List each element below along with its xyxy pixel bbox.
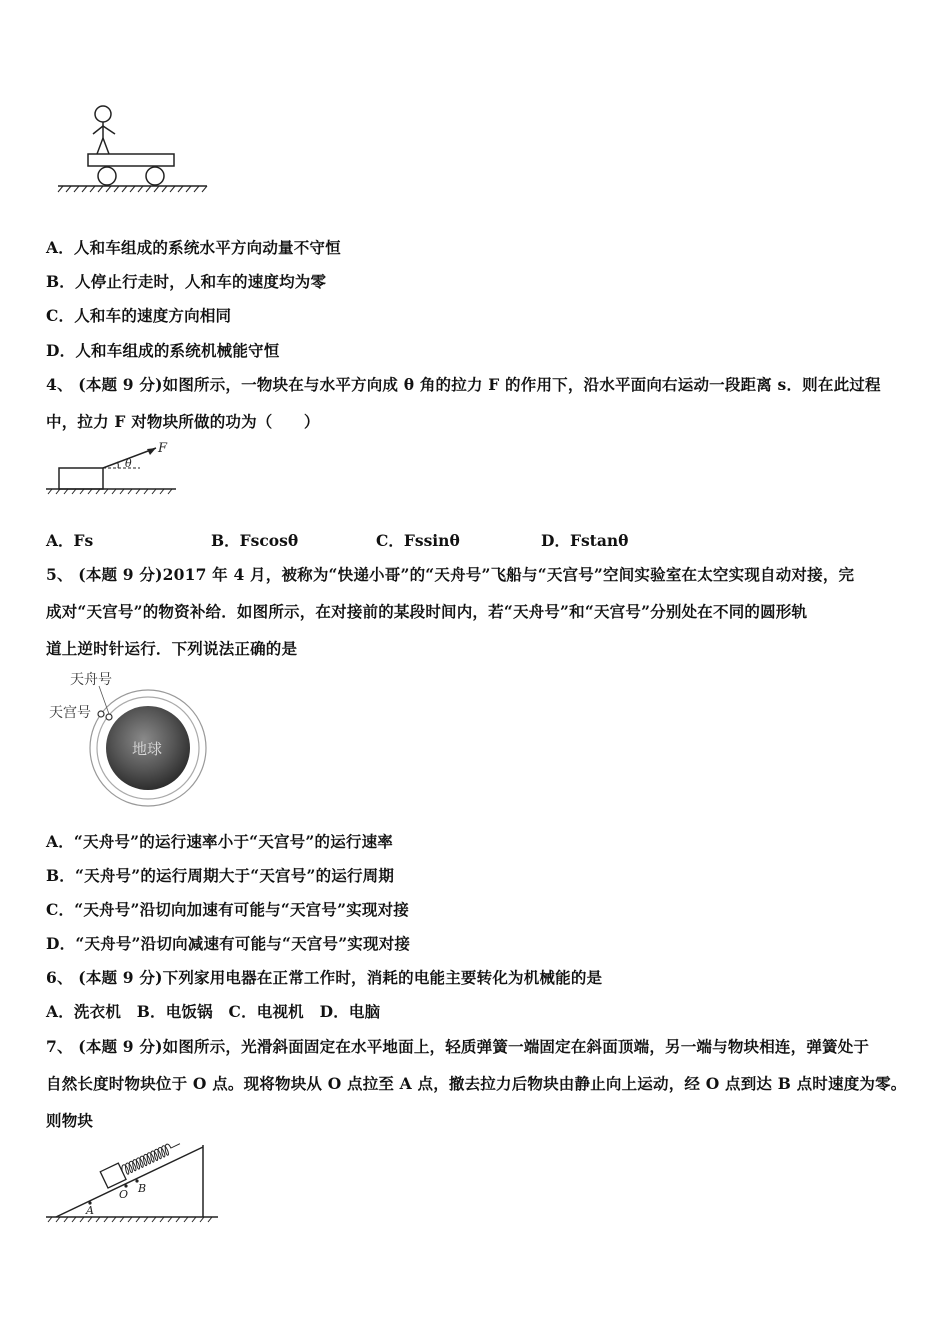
q4-option-b: B．Fscosθ [211, 531, 299, 550]
q4-stem-line1: 4、 (本题 9 分)如图所示，一物块在与水平方向成 θ 角的拉力 F 的作用下，沿水平面向右运动一段距离 s．则在此过程 [46, 375, 881, 394]
earth-label: 地球 [132, 740, 163, 758]
q7-stem-line2: 自然长度时物块位于 O 点。现将物块从 O 点拉至 A 点，撤去拉力后物块由静止向上运动，经 O 点到达 B 点时速度为零。 [46, 1074, 907, 1093]
q7-stem-line3: 则物块 [46, 1111, 94, 1130]
q4-stem-line2: 中，拉力 F 对物块所做的功为（ ） [46, 412, 320, 431]
q5-stem-line2: 成对“天宫号”的物资补给．如图所示，在对接前的某段时间内，若“天舟号”和“天宫号”分别处在不同的圆形轨 [46, 602, 808, 621]
q5-option-c: C．“天舟号”沿切向加速有可能与“天宫号”实现对接 [46, 900, 409, 919]
q3-option-a: A．人和车组成的系统水平方向动量不守恒 [46, 238, 341, 257]
q7-stem-line1: 7、 (本题 9 分)如图所示，光滑斜面固定在水平地面上，轻质弹簧一端固定在斜面顶端，另一端与物块相连，弹簧处于 [46, 1037, 870, 1056]
q5-option-b: B．“天舟号”的运行周期大于“天宫号”的运行周期 [46, 866, 395, 885]
q5-option-d: D．“天舟号”沿切向减速有可能与“天宫号”实现对接 [46, 934, 411, 953]
q4-option-a: A．Fs [46, 531, 94, 550]
angle-label: θ [125, 457, 132, 470]
force-label: F [158, 441, 168, 456]
q3-option-b: B．人停止行走时，人和车的速度均为零 [46, 272, 327, 291]
q4-option-d: D．Fstanθ [541, 531, 629, 550]
tiangong-label: 天宫号 [49, 705, 91, 721]
q5-stem-line3: 道上逆时针运行．下列说法正确的是 [46, 639, 298, 658]
point-b-label: B [138, 1182, 147, 1195]
orbit-figure [46, 668, 211, 818]
block-force-figure [46, 440, 181, 496]
q3-option-d: D．人和车组成的系统机械能守恒 [46, 341, 280, 360]
person-cart-figure [55, 100, 215, 200]
q6-options: A．洗衣机 B．电饭锅 C．电视机 D．电脑 [46, 1002, 381, 1021]
q4-option-c: C．Fssinθ [376, 531, 460, 550]
incline-spring-figure [46, 1135, 221, 1225]
point-a-label: A [86, 1204, 94, 1217]
q5-option-a: A．“天舟号”的运行速率小于“天宫号”的运行速率 [46, 832, 393, 851]
point-o-label: O [119, 1188, 129, 1201]
q3-option-c: C．人和车的速度方向相同 [46, 306, 232, 325]
q6-stem: 6、 (本题 9 分)下列家用电器在正常工作时，消耗的电能主要转化为机械能的是 [46, 968, 603, 987]
q5-stem-line1: 5、 (本题 9 分)2017 年 4 月，被称为“快递小哥”的“天舟号”飞船与“天宫号”空间实验室在太空实现自动对接，完 [46, 565, 855, 584]
tianzhou-label: 天舟号 [70, 672, 112, 688]
